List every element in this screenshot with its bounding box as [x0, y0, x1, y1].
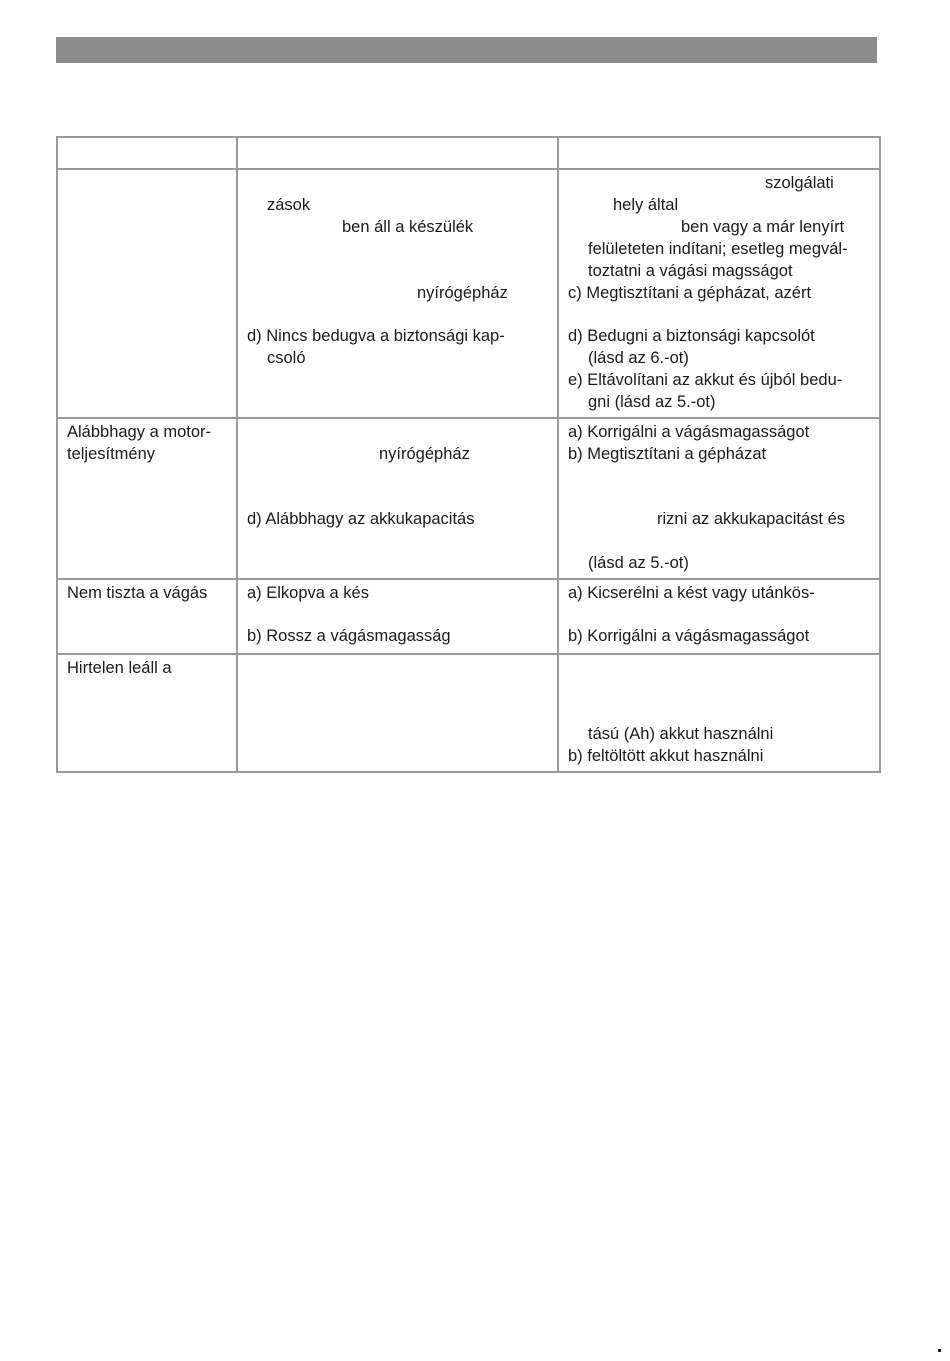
table-row	[57, 169, 880, 418]
cause-line: nyírógépház	[379, 445, 470, 463]
remedy-line: d) Bedugni a biztonsági kapcsolót	[568, 327, 815, 345]
remedy-line: szolgálati	[765, 174, 834, 192]
cause-line: csoló	[267, 349, 306, 367]
cause-cell	[237, 418, 558, 579]
remedy-line: b) Megtisztítani a gépházat	[568, 445, 767, 463]
troubleshooting-table	[56, 136, 881, 773]
problem-line: teljesítmény	[67, 445, 156, 463]
cause-line: a) Elkopva a kés	[247, 584, 369, 602]
problem-cell	[57, 654, 237, 772]
cause-cell	[237, 169, 558, 418]
page-mark	[938, 1349, 941, 1352]
header-problem	[57, 137, 237, 169]
remedy-line: (lásd az 6.-ot)	[588, 349, 689, 367]
header-bar	[56, 37, 877, 63]
header-remedy	[558, 137, 880, 169]
table-row	[57, 654, 880, 772]
remedy-line: e) Eltávolítani az akkut és újból bedu-	[568, 371, 843, 389]
remedy-line: tású (Ah) akkut használni	[588, 725, 774, 743]
cause-line: d) Alábbhagy az akkukapacitás	[247, 510, 475, 528]
cause-line: ben áll a készülék	[342, 218, 474, 236]
table-header-row	[57, 137, 880, 169]
remedy-line: b) feltöltött akkut használni	[568, 747, 764, 765]
problem-line: Alábbhagy a motor-	[67, 423, 211, 441]
header-cause	[237, 137, 558, 169]
cause-line: nyírógépház	[417, 284, 508, 302]
problem-line: Nem tiszta a vágás	[67, 584, 208, 602]
remedy-line: gni (lásd az 5.-ot)	[588, 393, 716, 411]
remedy-line: (lásd az 5.-ot)	[588, 554, 689, 572]
remedy-line: a) Korrigálni a vágásmagasságot	[568, 423, 810, 441]
remedy-line: toztatni a vágási magsságot	[588, 262, 793, 280]
remedy-line: rizni az akkukapacitást és	[657, 510, 846, 528]
remedy-line: c) Megtisztítani a gépházat, azért	[568, 284, 812, 302]
remedy-line: felületeten indítani; esetleg megvál-	[588, 240, 848, 258]
remedy-cell	[558, 169, 880, 418]
cause-line: b) Rossz a vágásmagasság	[247, 627, 451, 645]
remedy-line: hely által	[613, 196, 679, 214]
remedy-line: a) Kicserélni a kést vagy utánkös-	[568, 584, 815, 602]
problem-line: Hirtelen leáll a	[67, 659, 172, 677]
remedy-line: b) Korrigálni a vágásmagasságot	[568, 627, 810, 645]
problem-cell	[57, 418, 237, 579]
cause-cell	[237, 579, 558, 654]
table-row	[57, 418, 880, 579]
remedy-cell	[558, 654, 880, 772]
problem-cell	[57, 579, 237, 654]
cause-cell	[237, 654, 558, 772]
remedy-line: ben vagy a már lenyírt	[681, 218, 845, 236]
cause-line: d) Nincs bedugva a biztonsági kap-	[247, 327, 505, 345]
remedy-cell	[558, 418, 880, 579]
remedy-cell	[558, 579, 880, 654]
cause-line: zások	[267, 196, 311, 214]
problem-cell	[57, 169, 237, 418]
table-row	[57, 579, 880, 654]
